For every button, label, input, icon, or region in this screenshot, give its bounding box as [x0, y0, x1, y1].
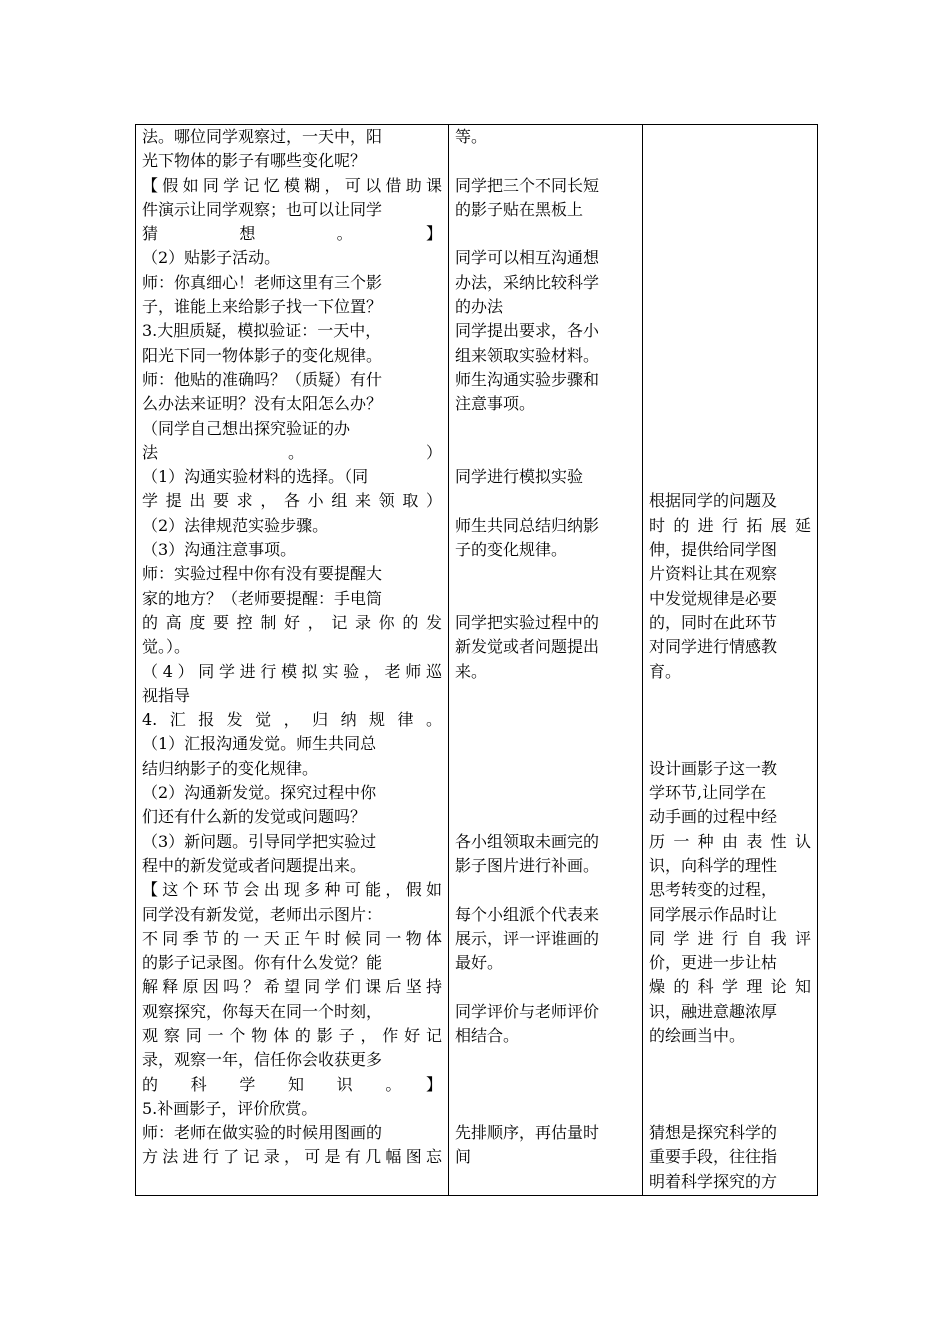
col1-text-line: 录，观察一年，信任你会收获更多 [142, 1050, 383, 1070]
col1-text-line: 的科学知识。】 [142, 1074, 442, 1094]
blank-line [649, 344, 811, 368]
col1-text-line: 猜想。】 [142, 224, 442, 244]
blank-line [455, 587, 636, 611]
col1-text-line: 同学没有新发觉，老师出示图片： [142, 904, 383, 924]
col1-text-line: （2）法律规范实验步骤。 [142, 515, 329, 535]
blank-line [649, 708, 811, 732]
blank-line [649, 732, 811, 756]
blank-line [455, 222, 636, 246]
col2-text-line: 先排顺序，再估量时 [455, 1123, 600, 1143]
blank-line [455, 708, 636, 732]
blank-line [649, 319, 811, 343]
blank-line [649, 417, 811, 441]
col2-text-line: 同学进行模拟实验 [455, 467, 584, 487]
col3-text-line: 燥的科学理论知 [649, 977, 811, 997]
col1-text-line: 家的地方？（老师要提醒：手电筒 [142, 588, 383, 608]
col1-text-line: 阳光下同一物体影子的变化规律。 [142, 345, 383, 365]
blank-line [455, 562, 636, 586]
col1-text-line: 观察同一个物体的影子，作好记 [142, 1025, 442, 1045]
col2-text-line: 展示，评一评谁画的 [455, 928, 600, 948]
blank-line [649, 198, 811, 222]
col3-text-line: 重要手段，往往指 [649, 1147, 778, 1167]
blank-line [455, 1073, 636, 1097]
col1-text-line: （1）汇报沟通发觉。师生共同总 [142, 734, 377, 754]
col2-text-line: 同学可以相互沟通想 [455, 248, 600, 268]
col1-text-line: 法。哪位同学观察过，一天中，阳 [142, 127, 383, 146]
col1-text-line: 视指导 [142, 685, 191, 705]
col2-text-line: 每个小组派个代表来 [455, 904, 600, 924]
col2-text-line: 师生沟通实验步骤和 [455, 369, 600, 389]
col1-text-line: 解释原因吗？希望同学们课后坚持 [142, 977, 442, 997]
col2-text-line: 的办法 [455, 297, 504, 317]
col1-text-line: （1）沟通实验材料的选择。（同 [142, 467, 369, 487]
col3-text-line: 的绘画当中。 [649, 1025, 746, 1045]
blank-line [649, 1073, 811, 1097]
col3-text-line: 育。 [649, 661, 682, 681]
blank-line [455, 417, 636, 441]
blank-line [649, 222, 811, 246]
lesson-plan-table [135, 124, 818, 1196]
col2-text-line: 的影子贴在黑板上 [455, 199, 584, 219]
col3-text-line: 识，融进意趣浓厚 [649, 1001, 778, 1021]
col3-text-line: 学环节,让同学在 [649, 783, 767, 803]
col2-text-line: 子的变化规律。 [455, 540, 568, 560]
col2-text-line: 同学评价与老师评价 [455, 1001, 600, 1021]
col3-text-line: 时的进行拓展延 [649, 515, 811, 535]
blank-line [455, 732, 636, 756]
col3-text-line: 识，向科学的理性 [649, 855, 778, 875]
col1-text-line: （2）沟通新发觉。探究过程中你 [142, 783, 377, 803]
col3-text-line: 中发觉规律是必要 [649, 588, 778, 608]
blank-line [649, 392, 811, 416]
col2-text-line: 等。 [455, 127, 488, 146]
col1-text-line: 5.补画影子，评价欣赏。 [142, 1098, 318, 1118]
blank-line [649, 271, 811, 295]
col1-text-line: 程中的新发觉或者问题提出来。 [142, 855, 367, 875]
col1-text-line: 子，谁能上来给影子找一下位置？ [142, 297, 383, 317]
col3-text-line: 同学展示作品时让 [649, 904, 778, 924]
col3-text-line: 伸，提供给同学图 [649, 540, 778, 560]
col1-text-line: 学提出要求，各小组来领取） [142, 491, 442, 511]
col1-text-line: 件演示让同学观察；也可以让同学 [142, 199, 383, 219]
blank-line [455, 684, 636, 708]
col1-text-line: 结归纳影子的变化规律。 [142, 758, 319, 778]
col1-text-line: 4.汇报发觉，归纳规律。 [142, 710, 442, 730]
col3-text-line: 价，更进一步让枯 [649, 953, 778, 973]
col1-text-line: 师：他贴的准确吗？（质疑）有什 [142, 369, 383, 389]
teaching-process-cell [136, 125, 449, 1196]
blank-line [455, 1097, 636, 1121]
col1-text-line: 师：老师在做实验的时候用图画的 [142, 1123, 383, 1143]
col1-text-line: （4）同学进行模拟实验，老师巡 [142, 661, 442, 681]
blank-line [649, 149, 811, 173]
col2-text-line: 新发觉或者问题提出 [455, 637, 600, 657]
col2-text-line: 同学把实验过程中的 [455, 612, 600, 632]
col3-text-line: 明着科学探究的方 [649, 1171, 778, 1191]
blank-line [455, 489, 636, 513]
col2-text-line: 影子图片进行补画。 [455, 855, 600, 875]
blank-line [455, 878, 636, 902]
design-intent-cell [643, 125, 818, 1196]
blank-line [455, 805, 636, 829]
blank-line [649, 1097, 811, 1121]
col2-text-line: 来。 [455, 661, 488, 681]
col1-text-line: 法。） [142, 442, 442, 462]
col1-text-line: （2）贴影子活动。 [142, 248, 281, 268]
blank-line [455, 1048, 636, 1072]
col1-text-line: （3）沟通注意事项。 [142, 540, 297, 560]
col1-text-line: 不同季节的一天正午时候同一物体 [142, 928, 442, 948]
blank-line [649, 295, 811, 319]
blank-line [455, 781, 636, 805]
blank-line [649, 125, 811, 149]
col3-text-line: 的，同时在此环节 [649, 612, 778, 632]
col2-text-line: 同学把三个不同长短 [455, 175, 600, 195]
blank-line [455, 757, 636, 781]
col3-text-line: 同学进行自我评 [649, 928, 811, 948]
col1-text-line: （3）新问题。引导同学把实验过 [142, 831, 377, 851]
col1-text-line: 么办法来证明？没有太阳怎么办？ [142, 394, 383, 414]
blank-line [649, 465, 811, 489]
blank-line [455, 149, 636, 173]
col3-text-line: 历一种由表性认 [649, 831, 811, 851]
col2-text-line: 间 [455, 1147, 472, 1167]
blank-line [455, 975, 636, 999]
col1-text-line: 【这个环节会出现多种可能，假如 [142, 880, 442, 900]
col1-text-line: （同学自己想出探究验证的办 [142, 418, 351, 438]
col2-text-line: 同学提出要求，各小 [455, 321, 600, 341]
col1-text-line: 光下物体的影子有哪些变化呢？ [142, 151, 367, 171]
col2-text-line: 最好。 [455, 953, 504, 973]
col1-text-line: 方法进行了记录，可是有几幅图忘 [142, 1147, 442, 1167]
blank-line [649, 246, 811, 270]
col1-text-line: 观察探究，你每天在同一个时刻， [142, 1001, 383, 1021]
blank-line [649, 368, 811, 392]
blank-line [455, 441, 636, 465]
blank-line [649, 441, 811, 465]
col1-text-line: 觉。）。 [142, 637, 191, 657]
col1-text-line: 的高度要控制好，记录你的发 [142, 612, 442, 632]
col2-text-line: 组来领取实验材料。 [455, 345, 600, 365]
col1-text-line: 3.大胆质疑，模拟验证：一天中， [142, 321, 382, 341]
blank-line [649, 684, 811, 708]
col2-text-line: 各小组领取未画完的 [455, 831, 600, 851]
col3-text-line: 设计画影子这一教 [649, 758, 778, 778]
col1-text-line: 师：实验过程中你有没有要提醒大 [142, 564, 383, 584]
col3-text-line: 动手画的过程中经 [649, 807, 778, 827]
col1-text-line: 们还有什么新的发觉或问题吗？ [142, 807, 367, 827]
col1-text-line: 【假如同学记忆模糊，可以借助课 [142, 175, 442, 195]
student-activity-cell [449, 125, 643, 1196]
blank-line [649, 174, 811, 198]
col3-text-line: 对同学进行情感教 [649, 637, 778, 657]
col2-text-line: 办法，采纳比较科学 [455, 272, 600, 292]
blank-line [649, 1048, 811, 1072]
col2-text-line: 师生共同总结归纳影 [455, 515, 600, 535]
col3-text-line: 思考转变的过程， [649, 880, 778, 900]
col3-text-line: 猜想是探究科学的 [649, 1123, 778, 1143]
col2-text-line: 注意事项。 [455, 394, 536, 414]
col1-text-line: 的影子记录图。你有什么发觉？能 [142, 953, 383, 973]
col3-text-line: 片资料让其在观察 [649, 564, 778, 584]
col2-text-line: 相结合。 [455, 1025, 520, 1045]
col1-text-line: 师：你真细心！老师这里有三个影 [142, 272, 383, 292]
col3-text-line: 根据同学的问题及 [649, 491, 778, 511]
table-row [136, 125, 818, 1196]
